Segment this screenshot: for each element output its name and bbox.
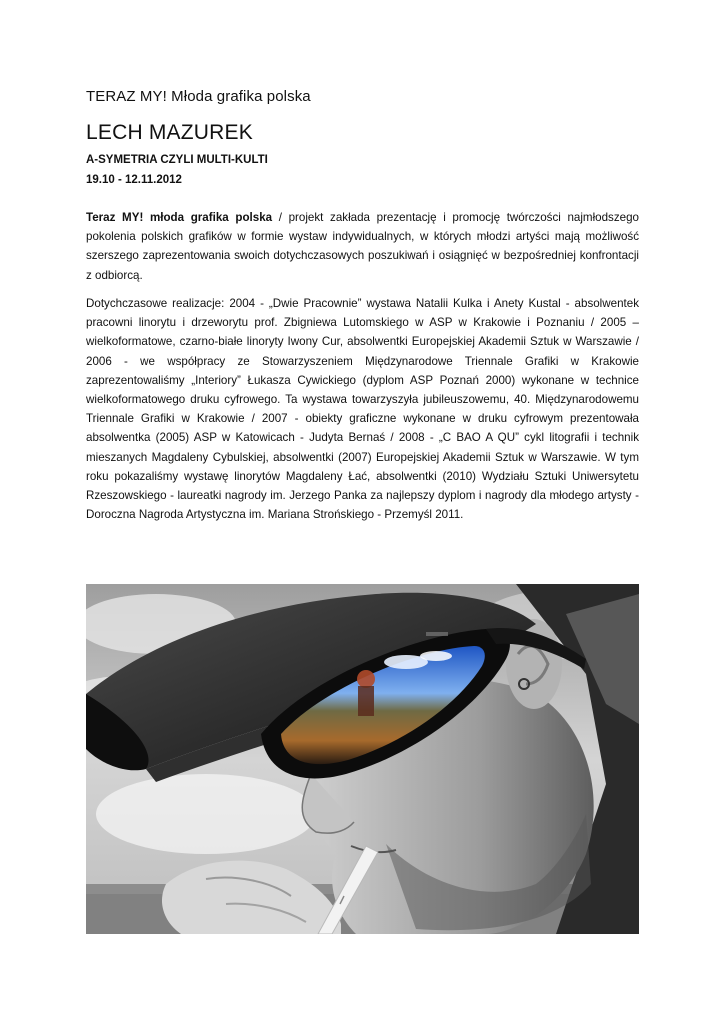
series-title: TERAZ MY! Młoda grafika polska: [86, 88, 311, 105]
exhibition-dates: 19.10 - 12.11.2012: [86, 174, 182, 186]
history-paragraph: Dotychczasowe realizacje: 2004 - „Dwie Pracownie” wystawa Natalii Kulka i Anety Kustal - absolwentek pracowni linorytu i drzeworytu prof. Zbigniewa Lutomskiego w ASP w Krakowie i Poznaniu / 2005 – wielkoformatowe, czarno-białe linoryty Iwony Cur, absolwentki Europejskiej Akademii Sztuk w Warszawie / 2006 - we współpracy ze Stowarzyszeniem Międzynarodowe Triennale Grafiki w Krakowie zaprezentowaliśmy „Interiory” Łukasza Cywickiego (dyplom ASP Poznań 2000) wykonane w technice wielkoformatowego druku cyfrowego. Ta wystawa towarzyszyła jubileuszowemu, 40. Międzynarodowemu Triennale Grafiki w Krakowie / 2007 - obiekty graficzne wykonane w druku cyfrowym prezentowała absolwentka (2005) ASP w Katowicach - Judyta Bernaś / 2008 - „C BAO A QU” cykl litografii i technik mieszanych Magdaleny Cybulskiej, absolwentki (2007) Europejskiej Akademii Sztuk w Warszawie. W tym roku pokazaliśmy wystawę linorytów Magdaleny Łać, absolwentki (2010) Wydziału Sztuki Uniwersytetu Rzeszowskiego - laureatki nagrody im. Jerzego Panka za najlepszy dyplom i nagrody dla młodego artysty - Doroczna Nagroda Artystyczna im. Mariana Strońskiego - Przemyśl 2011.: [86, 297, 639, 522]
intro-text: / projekt zakłada prezentację i promocję twórczości najmłodszego pokolenia polskich grafików w formie wystaw indywidualnych, w których młodzi artyści mają możliwość szerszego zaprezentowania swoich dotychczasowych poszukiwań i osiągnięć w bezpośredniej konfrontacji z odbiorcą.: [86, 211, 639, 282]
intro-paragraph: [86, 208, 639, 285]
artist-name: LECH MAZUREK: [86, 121, 253, 144]
exhibition-title: A-SYMETRIA CZYLI MULTI-KULTI: [86, 154, 268, 166]
portrait-illustration: [86, 584, 639, 934]
artist-portrait-photo: [86, 584, 639, 934]
intro-bold-lead: Teraz MY! młoda grafika polska: [86, 211, 273, 224]
